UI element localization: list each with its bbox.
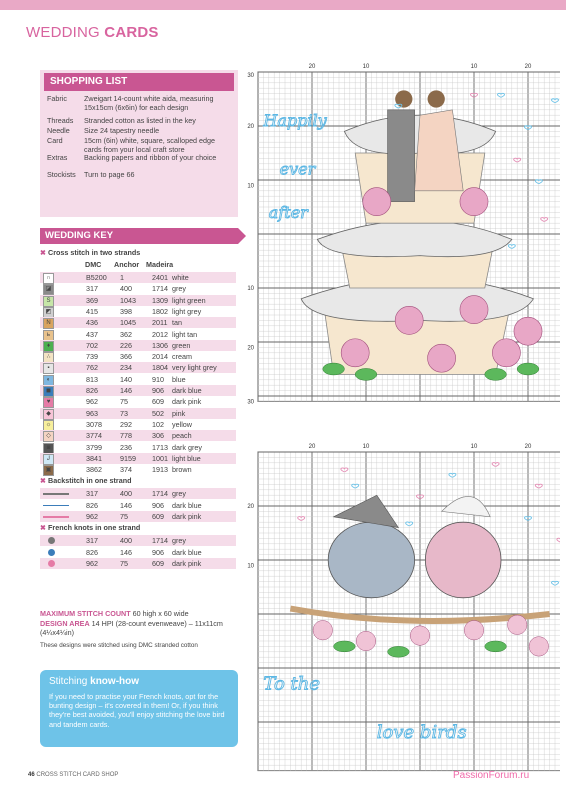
flower-motif — [313, 620, 332, 639]
left-tick-label: 10 — [247, 183, 254, 190]
dmc-value: 826 — [86, 386, 98, 395]
madeira-value: 609 — [152, 512, 164, 521]
madeira-value: 906 — [152, 386, 164, 395]
symbol-swatch: S — [43, 296, 54, 307]
cross-stitch-title: ✖ Cross stitch in two strands — [40, 248, 141, 257]
left-tick-label: 10 — [247, 563, 254, 570]
key-row — [40, 408, 236, 419]
anchor-value: 292 — [120, 419, 132, 429]
backstitch-line — [43, 493, 69, 495]
top-tick-label: 10 — [362, 444, 370, 450]
left-tick-label: 20 — [247, 345, 254, 352]
backstitch-line — [43, 505, 69, 507]
backstitch-title: ✖ Backstitch in one strand — [40, 476, 132, 486]
colour-name: peach — [172, 431, 192, 441]
madeira-value: 1306 — [152, 340, 168, 350]
left-tick-label: 20 — [247, 124, 254, 130]
colour-name: blue — [172, 374, 186, 384]
key-row — [40, 283, 236, 294]
anchor-value: 400 — [120, 284, 132, 294]
colour-name: light green — [172, 295, 206, 305]
column-dmc: DMC — [85, 260, 102, 269]
dmc-value: 762 — [86, 363, 98, 373]
leaf-motif — [388, 646, 410, 657]
stitching-know-how-text: If you need to practise your French knots, opt for the bunting design – it's covered in them! Or, if you think they're best avoided, you'll enjoy stitching the love bird and tandem cards. — [49, 692, 225, 729]
colour-name: yellow — [172, 419, 192, 429]
key-row — [40, 535, 236, 546]
dmc-value: 415 — [86, 306, 98, 316]
key-row — [40, 295, 236, 306]
madeira-value: 2014 — [152, 352, 168, 362]
symbol-swatch: Ꭻ — [43, 454, 54, 465]
colour-name: dark blue — [172, 547, 202, 557]
colour-name: grey — [172, 489, 186, 499]
flower-motif — [410, 626, 429, 645]
left-tick-label: 20 — [247, 504, 254, 510]
dmc-value: 3841 — [86, 453, 102, 463]
top-tick-label: 10 — [362, 64, 370, 70]
shopping-row-value: 15cm (6in) white, square, scalloped edge cards from your local craft store — [84, 136, 216, 154]
madeira-value: 306 — [152, 431, 164, 441]
anchor-value: 140 — [120, 374, 132, 384]
key-row — [40, 272, 236, 283]
madeira-value: 609 — [152, 558, 164, 568]
groom-figure — [388, 110, 415, 202]
top-bar — [0, 0, 566, 10]
madeira-value: 906 — [152, 547, 164, 557]
madeira-value: 1804 — [152, 363, 168, 373]
french-knot-dot — [48, 549, 55, 556]
key-row — [40, 558, 236, 569]
colour-name: white — [172, 273, 189, 282]
groom-head — [395, 90, 412, 107]
max-stitch-count: MAXIMUM STITCH COUNT 60 high x 60 wide — [40, 609, 189, 618]
shopping-row-value: Turn to page 66 — [84, 170, 135, 179]
dmc-value: 962 — [86, 397, 98, 407]
colour-name: light tan — [172, 329, 198, 339]
french-knot-title: ✖ French knots in one strand — [40, 523, 141, 533]
cake-cross-stitch-chart — [240, 62, 560, 412]
dmc-value: 826 — [86, 500, 98, 510]
leaf-motif — [485, 641, 507, 652]
shopping-list-heading: SHOPPING LIST — [44, 73, 234, 91]
colour-name: light grey — [172, 306, 202, 316]
anchor-value: 366 — [120, 352, 132, 362]
shopping-row-key: Stockists — [47, 170, 76, 179]
chart-text-line: after — [268, 202, 308, 222]
anchor-value: 146 — [120, 547, 132, 557]
dmc-value: 317 — [86, 284, 98, 294]
key-row — [40, 511, 236, 522]
shopping-row-value: Size 24 tapestry needle — [84, 126, 160, 135]
madeira-value: 1802 — [152, 306, 168, 316]
shopping-row-key: Threads — [47, 116, 74, 125]
dmc-value: 3078 — [86, 419, 102, 429]
madeira-value: 1309 — [152, 295, 168, 305]
shopping-row-value: Zweigart 14-count white aida, measuring 15x15cm (6x6in) for each design — [84, 94, 214, 112]
anchor-value: 226 — [120, 340, 132, 350]
shopping-row-key: Extras — [47, 153, 68, 162]
key-heading: WEDDING KEY — [40, 228, 238, 244]
flower-motif — [428, 344, 456, 372]
flower-motif — [529, 637, 548, 656]
left-tick-label: 30 — [247, 399, 254, 406]
flower-motif — [356, 631, 375, 650]
colour-name: tan — [172, 318, 182, 328]
shopping-row-value: Backing papers and ribbon of your choice — [84, 153, 217, 162]
colour-name: cream — [172, 352, 192, 362]
colour-name: grey — [172, 284, 186, 294]
left-bird-body — [328, 522, 414, 598]
dmc-value: 962 — [86, 512, 98, 521]
anchor-value: 75 — [120, 397, 128, 407]
symbol-swatch: ◼ — [43, 386, 54, 397]
symbol-swatch: ♦ — [43, 341, 54, 352]
dmc-value: 436 — [86, 318, 98, 328]
anchor-value: 75 — [120, 558, 128, 568]
key-row — [40, 500, 236, 511]
left-tick-label: 30 — [247, 73, 254, 79]
anchor-value: 236 — [120, 442, 132, 452]
madeira-value: 1714 — [152, 284, 168, 294]
madeira-value: 102 — [152, 419, 164, 429]
key-row — [40, 396, 236, 407]
bride-head — [428, 90, 445, 107]
key-row — [40, 317, 236, 328]
symbol-swatch: ◐ — [43, 375, 54, 386]
flower-motif — [514, 317, 542, 345]
anchor-value: 362 — [120, 329, 132, 339]
right-bird-body — [425, 522, 501, 598]
dmc-value: B5200 — [86, 273, 107, 282]
anchor-value: 400 — [120, 489, 132, 499]
key-row — [40, 340, 236, 351]
key-row — [40, 488, 236, 499]
column-anchor: Anchor — [114, 260, 140, 269]
anchor-value: 9159 — [120, 453, 136, 463]
madeira-value: 1913 — [152, 465, 168, 475]
colour-name: light blue — [172, 453, 201, 463]
dmc-value: 739 — [86, 352, 98, 362]
dmc-value: 3799 — [86, 442, 102, 452]
key-row — [40, 453, 236, 464]
symbol-swatch: ь — [43, 330, 54, 341]
key-row — [40, 442, 236, 453]
stitching-know-how-title: Stitching know-how — [49, 676, 140, 687]
key-row — [40, 547, 236, 558]
anchor-value: 234 — [120, 363, 132, 373]
symbol-swatch: ☼ — [43, 420, 54, 431]
key-row — [40, 385, 236, 396]
shopping-row-value: Stranded cotton as listed in the key — [84, 116, 196, 125]
madeira-value: 1714 — [152, 536, 168, 546]
dmc-value: 813 — [86, 374, 98, 384]
anchor-value: 73 — [120, 408, 128, 418]
backstitch-line — [43, 516, 69, 518]
shopping-row-key: Card — [47, 136, 63, 145]
dmc-value: 317 — [86, 536, 98, 546]
symbol-swatch: ◪ — [43, 284, 54, 295]
colour-name: very light grey — [172, 363, 217, 373]
anchor-value: 1045 — [120, 318, 136, 328]
leaf-motif — [334, 641, 356, 652]
flower-motif — [395, 306, 423, 334]
flower-motif — [363, 188, 391, 216]
dmc-value: 369 — [86, 295, 98, 305]
madeira-value: 1713 — [152, 442, 168, 452]
symbol-swatch: ▣ — [43, 465, 54, 476]
leaf-motif — [485, 368, 507, 380]
madeira-value: 1714 — [152, 489, 168, 499]
key-row — [40, 306, 236, 317]
top-tick-label: 20 — [524, 64, 532, 70]
colour-name: dark blue — [172, 386, 202, 395]
top-tick-label: 20 — [308, 64, 316, 70]
dmc-value: 317 — [86, 489, 98, 499]
chart-text-line: Happily — [263, 111, 327, 130]
symbol-swatch: ∴ — [43, 352, 54, 363]
flower-motif — [341, 339, 369, 367]
french-knot-dot — [48, 537, 55, 544]
key-row — [40, 430, 236, 441]
watermark: PassionForum.ru — [453, 770, 530, 781]
key-row — [40, 464, 236, 475]
flower-motif — [507, 615, 526, 634]
madeira-value: 2011 — [152, 318, 168, 328]
symbol-swatch: ∩ — [43, 273, 54, 284]
colour-name: dark pink — [172, 397, 202, 407]
colour-name: dark pink — [172, 558, 202, 568]
leaf-motif — [517, 363, 539, 375]
anchor-value: 1 — [120, 273, 124, 282]
key-row — [40, 419, 236, 430]
anchor-value: 374 — [120, 465, 132, 475]
anchor-value: 75 — [120, 512, 128, 521]
madeira-value: 1001 — [152, 453, 168, 463]
top-tick-label: 10 — [470, 64, 478, 70]
page-title: WEDDING CARDS — [26, 24, 159, 41]
madeira-value: 609 — [152, 397, 164, 407]
shopping-row-key: Fabric — [47, 94, 67, 103]
footer: 46 CROSS STITCH CARD SHOP — [28, 772, 119, 778]
anchor-value: 1043 — [120, 295, 136, 305]
dmc-value: 962 — [86, 558, 98, 568]
colour-name: dark pink — [172, 512, 202, 521]
madeira-value: 2401 — [152, 273, 168, 282]
symbol-swatch: N — [43, 318, 54, 329]
madeira-value: 906 — [152, 500, 164, 510]
key-row — [40, 329, 236, 340]
thread-note: These designs were stitched using DMC stranded cotton — [40, 642, 198, 649]
colour-name: green — [172, 340, 191, 350]
top-tick-label: 10 — [470, 444, 478, 450]
chart-text-line: love birds — [376, 722, 467, 744]
madeira-value: 910 — [152, 374, 164, 384]
madeira-value: 2012 — [152, 329, 168, 339]
anchor-value: 146 — [120, 500, 132, 510]
chart-text-line: ever — [279, 159, 316, 179]
symbol-swatch: ♥ — [43, 397, 54, 408]
dmc-value: 437 — [86, 329, 98, 339]
anchor-value: 400 — [120, 536, 132, 546]
symbol-swatch: ◇ — [43, 431, 54, 442]
love-birds-cross-stitch-chart — [240, 442, 560, 772]
flower-motif — [460, 296, 488, 324]
symbol-swatch: ▪ — [43, 363, 54, 374]
dmc-value: 3862 — [86, 465, 102, 475]
column-madeira: Madeira — [146, 260, 174, 269]
flower-motif — [460, 188, 488, 216]
flower-motif — [492, 339, 520, 367]
french-knot-dot — [48, 560, 55, 567]
colour-name: brown — [172, 465, 192, 475]
dmc-value: 702 — [86, 340, 98, 350]
dmc-value: 963 — [86, 408, 98, 418]
colour-name: pink — [172, 408, 186, 418]
colour-name: grey — [172, 536, 186, 546]
dmc-value: 3774 — [86, 431, 102, 441]
top-tick-label: 20 — [524, 444, 532, 450]
anchor-value: 398 — [120, 306, 132, 316]
leaf-motif — [323, 363, 345, 375]
colour-name: dark blue — [172, 500, 202, 510]
colour-name: dark grey — [172, 442, 202, 452]
left-tick-label: 10 — [247, 286, 254, 292]
key-row — [40, 362, 236, 373]
anchor-value: 146 — [120, 386, 132, 395]
flower-motif — [464, 620, 483, 639]
key-row — [40, 374, 236, 385]
symbol-swatch: ◩ — [43, 307, 54, 318]
madeira-value: 502 — [152, 408, 164, 418]
symbol-swatch: ◆ — [43, 409, 54, 420]
dmc-value: 826 — [86, 547, 98, 557]
key-row — [40, 351, 236, 362]
leaf-motif — [355, 368, 377, 380]
symbol-swatch: ◙ — [43, 443, 54, 454]
anchor-value: 778 — [120, 431, 132, 441]
shopping-row-key: Needle — [47, 126, 70, 135]
design-area: DESIGN AREA 14 HPI (28-count evenweave) – 11x11cm (4¼x4¼in) — [40, 619, 223, 637]
top-tick-label: 20 — [308, 444, 316, 450]
chart-text-line: To the — [263, 673, 321, 695]
